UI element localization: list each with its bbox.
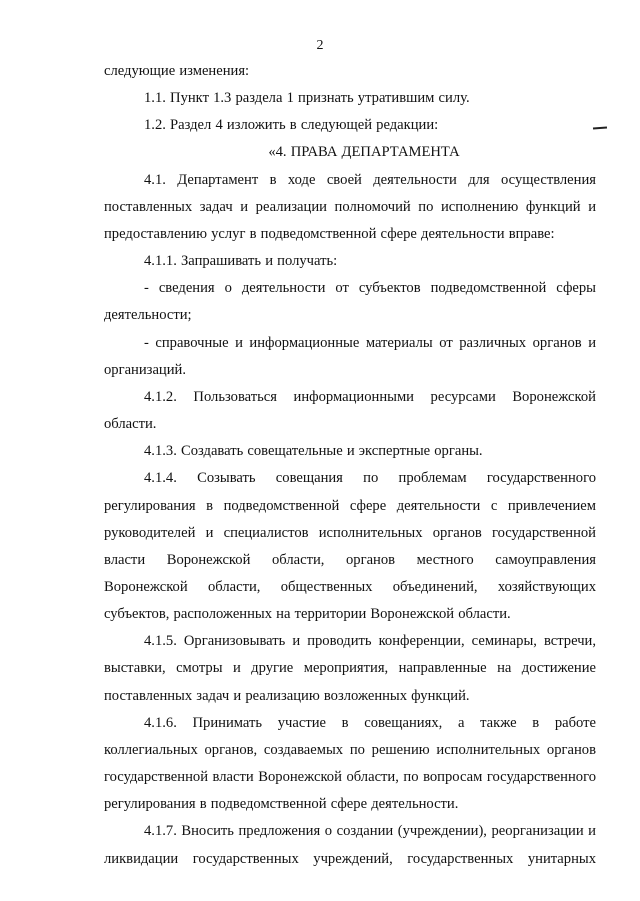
paragraph-4-1-2: 4.1.2. Пользоваться информационными ресурсами Воронежской области.: [104, 388, 596, 433]
paragraph-4-1-4: 4.1.4. Созывать совещания по проблемам государственного регулирования в подведомственной сфере деятельности с привлечением руководителей и специалистов исполнительных органов государственной власти Воронежской области, органов местного самоуправления Воронежской области, общественных объединений, хозяйствующих субъектов, расположенных на территории Воронежской области.: [104, 470, 596, 623]
paragraph-4-1-1: 4.1.1. Запрашивать и получать:: [144, 253, 338, 270]
paragraph-4-1: 4.1. Департамент в ходе своей деятельности для осуществления поставленных задач и реализации полномочий по исполнению функций и предоставлению услуг в подведомственной сфере деятельности вправе:: [104, 171, 596, 242]
paragraph-4-1-6: 4.1.6. Принимать участие в совещаниях, а также в работе коллегиальных органов, создаваемых по решению исполнительных органов государственной власти Воронежской области, по вопросам государственного регулирования в подведомственной сфере деятельности.: [104, 714, 596, 813]
list-item-info: - сведения о деятельности от субъектов подведомственной сферы деятельности;: [104, 280, 596, 324]
section-heading: «4. ПРАВА ДЕПАРТАМЕНТА: [268, 144, 460, 161]
list-item-materials: - справочные и информационные материалы от различных органов и организаций.: [104, 334, 596, 378]
paragraph-4-1-5: 4.1.5. Организовывать и проводить конференции, семинары, встречи, выставки, смотры и другие мероприятия, направленные на достижение поставленных задач и реализацию возложенных функций.: [104, 633, 596, 704]
page-number: 2: [316, 38, 324, 53]
paragraph-4-1-7: 4.1.7. Вносить предложения о создании (учреждении), реорганизации и ликвидации государственных учреждений, государственных унитарных: [104, 823, 596, 867]
paragraph-4-1-3: 4.1.3. Создавать совещательные и экспертные органы.: [144, 443, 483, 460]
paragraph-1-2: 1.2. Раздел 4 изложить в следующей редакции:: [144, 117, 439, 134]
paragraph-intro: следующие изменения:: [104, 63, 250, 79]
document-body: [104, 58, 596, 873]
paragraph-1-1: 1.1. Пункт 1.3 раздела 1 признать утратившим силу.: [144, 90, 470, 107]
